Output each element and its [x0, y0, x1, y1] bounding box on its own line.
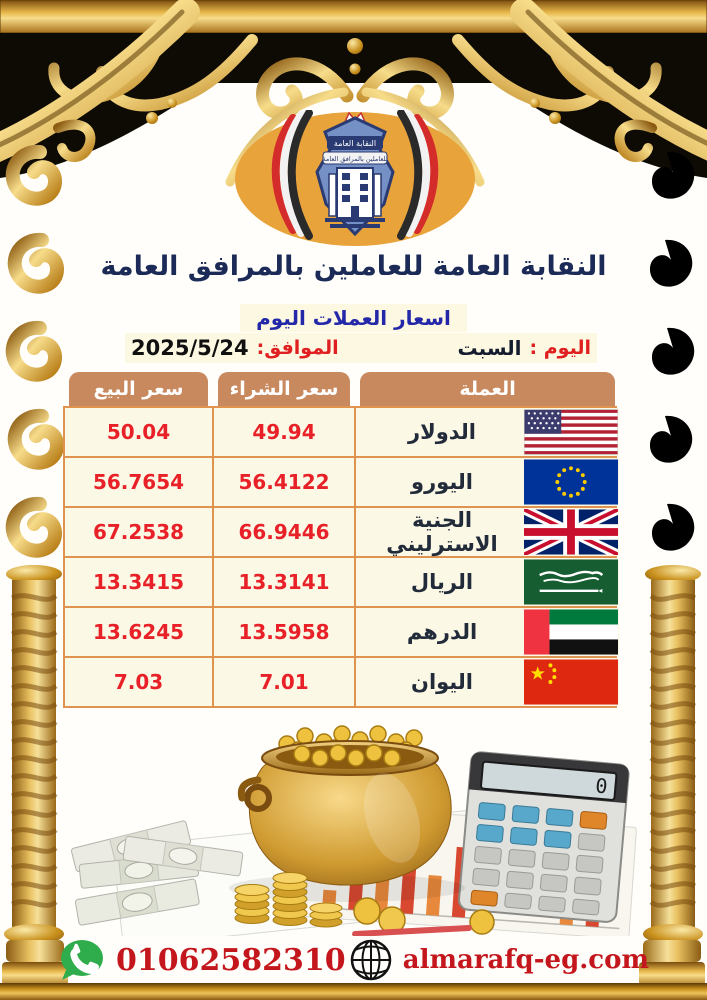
- globe-icon: [349, 938, 393, 982]
- logo-brand-top: النقابة العامة: [333, 139, 377, 148]
- currency-header: العملة: [360, 372, 615, 406]
- buy-price-header: سعر الشراء: [218, 372, 350, 406]
- buy-price-value: 56.4122: [214, 458, 354, 506]
- calculator-display: 0: [594, 773, 609, 799]
- day-value: السبت: [457, 336, 522, 360]
- sell-price-header: سعر البيع: [69, 372, 208, 406]
- money-gold-calculator-illustration: [62, 706, 637, 936]
- currency-name: اليورو: [411, 470, 473, 494]
- golden-frame-bottom-bar: [0, 983, 707, 1000]
- day-label: اليوم :: [529, 337, 591, 359]
- red-pencil: [352, 925, 472, 936]
- golden-frame-right-column: [635, 138, 707, 1000]
- sell-price-value: 67.2538: [65, 508, 212, 556]
- table-body: [63, 406, 617, 708]
- european-union-flag-icon: [524, 459, 618, 505]
- currency-cell: [356, 608, 619, 656]
- currency-cell: [356, 508, 619, 556]
- currency-name: اليوان: [411, 670, 473, 694]
- exchange-rates-table: [63, 372, 617, 708]
- sell-price-value: 13.6245: [65, 608, 212, 656]
- footer-contact-bar: [58, 936, 649, 984]
- sell-price-value: 7.03: [65, 658, 212, 706]
- day-group: [457, 336, 591, 360]
- logo-brand-bottom: للعاملين بالمرافق العامة: [322, 155, 388, 163]
- phone-group: [58, 938, 346, 982]
- date-label: الموافق:: [256, 337, 339, 359]
- united-states-flag-icon: [524, 409, 618, 455]
- united-kingdom-flag-icon: [524, 509, 618, 555]
- buy-price-value: 7.01: [214, 658, 354, 706]
- date-row: [125, 333, 597, 363]
- currency-name: الدولار: [408, 420, 476, 444]
- buy-price-value: 66.9446: [214, 508, 354, 556]
- currency-cell: [356, 658, 619, 706]
- union-logo: [233, 110, 477, 248]
- whatsapp-icon[interactable]: [58, 938, 106, 982]
- currency-cell: [356, 408, 619, 456]
- buy-price-value: 13.3141: [214, 558, 354, 606]
- website-url[interactable]: almarafq-eg.com: [402, 945, 649, 975]
- organization-title: النقابة العامة للعاملين بالمرافق العامة: [100, 251, 607, 282]
- currency-name: الجنية الاسترليني: [386, 508, 498, 556]
- subtitle-wrap: [0, 304, 707, 332]
- sell-price-value: 50.04: [65, 408, 212, 456]
- calculator: [458, 752, 629, 923]
- date-group: [131, 336, 339, 360]
- website-group: [349, 938, 649, 982]
- buy-price-value: 49.94: [214, 408, 354, 456]
- buy-price-value: 13.5958: [214, 608, 354, 656]
- saudi-arabia-flag-icon: [524, 559, 618, 605]
- date-value: 2025/5/24: [131, 336, 249, 360]
- sell-price-value: 13.3415: [65, 558, 212, 606]
- phone-number[interactable]: 01062582310: [116, 942, 346, 978]
- table-header-row: [63, 372, 617, 406]
- united-arab-emirates-flag-icon: [524, 609, 618, 655]
- union-emblem: [317, 113, 393, 234]
- currency-cell: [356, 558, 619, 606]
- sell-price-value: 56.7654: [65, 458, 212, 506]
- currency-name: الريال: [410, 570, 474, 594]
- currency-cell: [356, 458, 619, 506]
- china-flag-icon: [524, 659, 618, 705]
- currency-name: الدرهم: [406, 620, 478, 644]
- poster-subtitle: اسعار العملات اليوم: [240, 304, 467, 332]
